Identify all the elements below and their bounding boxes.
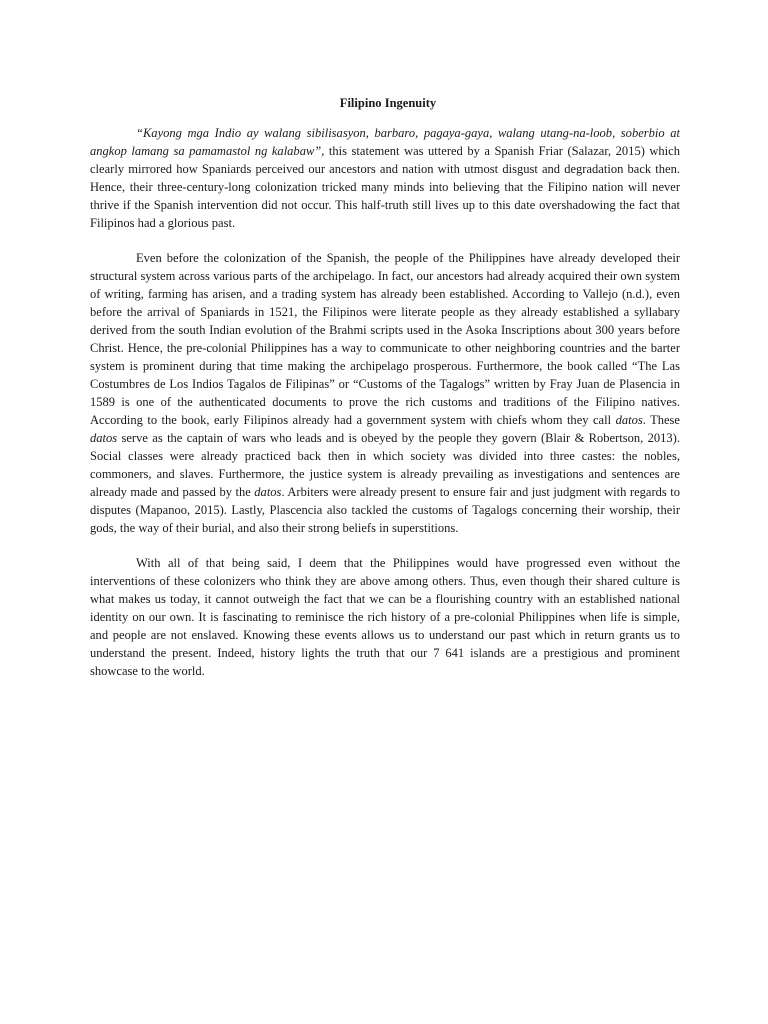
italic-term: datos <box>90 431 118 445</box>
paragraph-1 <box>90 124 680 232</box>
italic-term: datos <box>254 485 282 499</box>
paragraph-3 <box>90 554 680 680</box>
paragraph-text: With all of that being said, I deem that the Philippines would have progressed even without the interventions of these colonizers who think they are above among others. Thus, even though their shared culture is what makes us today, it cannot outweigh the fact that we can be a flourishing country with an established national identity on our own. It is fascinating to reminisce the rich history of a pre-colonial Philippines when life is simple, and people are not enslaved. Knowing these events allows us to understand our past which in return grants us to understand the present. Indeed, history lights the truth that our 7 641 islands are a prestigious and prominent showcase to the world. <box>90 556 680 678</box>
paragraph-text: . These <box>642 413 680 427</box>
paragraph-2 <box>90 249 680 537</box>
document-body <box>90 94 680 697</box>
paragraph-text: this statement was uttered by a Spanish Friar (Salazar, 2015) which clearly mirrored how Spaniards perceived our ancestors and nation with utmost disgust and degradation back then. Hence, their three-century-long colonization tricked many minds into believing that the Filipino nation will never thrive if the Spanish intervention did not occur. This half-truth still lives up to this date overshadowing the fact that Filipinos had a glorious past. <box>90 144 680 230</box>
paragraph-text: Even before the colonization of the Spanish, the people of the Philippines have already developed their structural system across various parts of the archipelago. In fact, our ancestors had already acquired their own system of writing, farming has arisen, and a trading system has already been established. According to Vallejo (n.d.), even before the arrival of Spaniards in 1521, the Filipinos were literate people as they already established a syllabary derived from the south Indian evolution of the Brahmi scripts used in the Asoka Inscriptions about 300 years before Christ. Hence, the pre-colonial Philippines has a way to communicate to other neighboring countries and the barter system is prominent during that time making the archipelago prosperous. Furthermore, the book called “The Las Costumbres de Los Indios Tagalos de Filipinas” or “Customs of the Tagalogs” written by Fray Juan de Plasencia in 1589 is one of the authenticated documents to prove the rich customs and traditions of the Filipino natives. According to the book, early Filipinos already had a government system with chiefs whom they call <box>90 251 680 427</box>
paragraph-text: . Arbiters were already present to ensure fair and just judgment with regards to disputes (Mapanoo, 2015). Lastly, Plascencia also tackled the customs of Tagalogs concerning their worship, their gods, the way of their burial, and also their strong beliefs in superstitions. <box>90 485 681 535</box>
document-title: Filipino Ingenuity <box>339 96 437 110</box>
paragraph-text: serve as the captain of wars who leads and is obeyed by the people they govern (Blair & Robertson, 2013). Social classes were already practiced back then in which society was divided into three castes: the nobles, commoners, and slaves. Furthermore, the justice system is already prevailing as investigations and sentences are already made and passed by the <box>90 431 680 499</box>
opening-quote: “Kayong mga Indio ay walang sibilisasyon, barbaro, pagaya-gaya, walang utang-na-loob, soberbio at angkop lamang sa pamamastol ng kalabaw”, <box>90 126 680 158</box>
italic-term: datos <box>615 413 643 427</box>
